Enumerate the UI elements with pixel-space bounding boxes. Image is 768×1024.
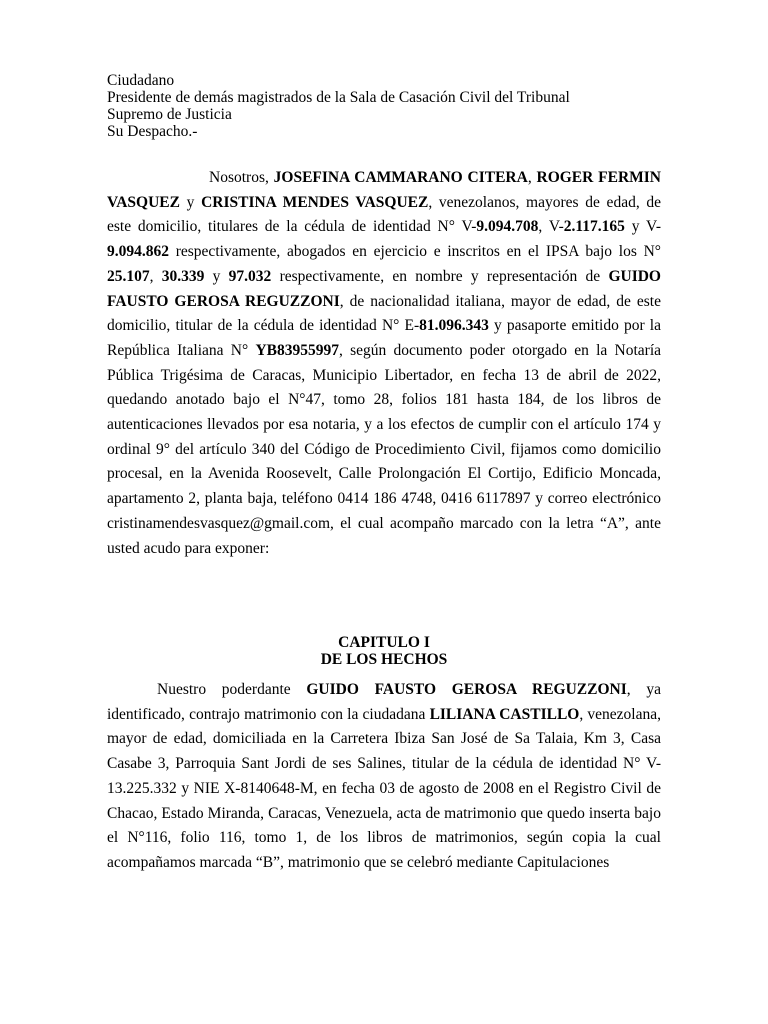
bold-run: LILIANA CASTILLO (429, 705, 580, 723)
bold-run: 25.107 (107, 267, 150, 285)
text-run: y pasaporte emitido por la República Italiana N° (107, 317, 661, 359)
text-run: y (204, 267, 229, 285)
text-run: Nuestro poderdante (157, 681, 307, 698)
text-run: , de nacionalidad italiana, mayor de edad, de este domicilio, titular de la cédula de identidad N° E- (107, 292, 661, 335)
bold-run: GUIDO FAUSTO GEROSA REGUZZONI (306, 681, 627, 698)
text-run: respectivamente, abogados en ejercicio e inscritos en el IPSA bajo los N° (169, 243, 661, 261)
addressee-line: Su Despacho.- (107, 123, 198, 140)
chapter-subtitle: DE LOS HECHOS (320, 651, 448, 668)
addressee-line: Ciudadano (107, 72, 175, 89)
introduction-paragraph (107, 166, 661, 561)
bold-run: JOSEFINA CAMMARANO CITERA (273, 169, 528, 186)
text-run: , venezolana, mayor de edad, domiciliada en la Carretera Ibiza San José de Sa Talaia, Km 3, Casa Casabe 3, Parroquia Sant Jordi de ses Salines, titular de la cédula de identidad N° V-13.225.332 y NIE X-8140648-M, en fecha 03 de agosto de 2008 en el Registro Civil de Chacao, Estado Miranda, Caracas, Venezuela, acta de matrimonio que quedo inserta bajo el N°116, folio 116, tomo 1, de los libros de matrimonios, según copia la cual acompañamos marcada “B”, matrimonio que se celebró mediante Capitulaciones (107, 705, 661, 871)
addressee-line: Supremo de Justicia (107, 106, 232, 123)
text-run: Nosotros, (209, 169, 274, 186)
bold-run: 9.094.862 (107, 243, 169, 261)
text-run: , (527, 169, 537, 186)
bold-run: 9.094.708 (476, 218, 539, 236)
chapter-title: CAPITULO I (338, 634, 430, 651)
addressee-block (107, 72, 667, 140)
bold-run: GUIDO FAUSTO GEROSA REGUZZONI (107, 267, 661, 310)
text-run: , venezolanos, mayores de edad, de este domicilio, titulares de la cédula de identidad N° V- (107, 193, 662, 236)
text-run: y (179, 193, 202, 211)
addressee-line: Presidente de demás magistrados de la Sala de Casación Civil del Tribunal (107, 89, 570, 106)
facts-paragraph (107, 678, 661, 876)
bold-run: 2.117.165 (563, 218, 625, 236)
text-run: respectivamente, en nombre y representación de (271, 267, 609, 285)
bold-run: CRISTINA MENDES VASQUEZ (201, 193, 429, 211)
bold-run: ROGER FERMIN VASQUEZ (107, 169, 661, 211)
text-run: , (149, 267, 162, 285)
bold-run: 81.096.343 (419, 317, 489, 335)
text-run: y V- (624, 218, 661, 236)
text-run: , ya identificado, contrajo matrimonio con la ciudadana (107, 681, 661, 723)
bold-run: 30.339 (161, 267, 205, 285)
bold-run: 97.032 (228, 267, 272, 285)
chapter-heading (107, 634, 661, 668)
bold-run: YB83955997 (255, 341, 339, 359)
text-run: , V- (538, 218, 564, 236)
text-run: , según documento poder otorgado en la Notaría Pública Trigésima de Caracas, Municipio Libertador, en fecha 13 de abril de 2022, quedando anotado bajo el N°47, tomo 28, folios 181 hasta 184, de los libros de autenticaciones llevados por esa notaria, y a los efectos de cumplir con el artículo 174 y ordinal 9° del artículo 340 del Código de Procedimiento Civil, fijamos como domicilio procesal, en la Avenida Roosevelt, Calle Prolongación El Cortijo, Edificio Moncada, apartamento 2, planta baja, teléfono 0414 186 4748, 0416 6117897 y correo electrónico cristinamendesvasquez@gmail.com, el cual acompaño marcado con la letra “A”, ante usted acudo para exponer: (107, 341, 662, 557)
